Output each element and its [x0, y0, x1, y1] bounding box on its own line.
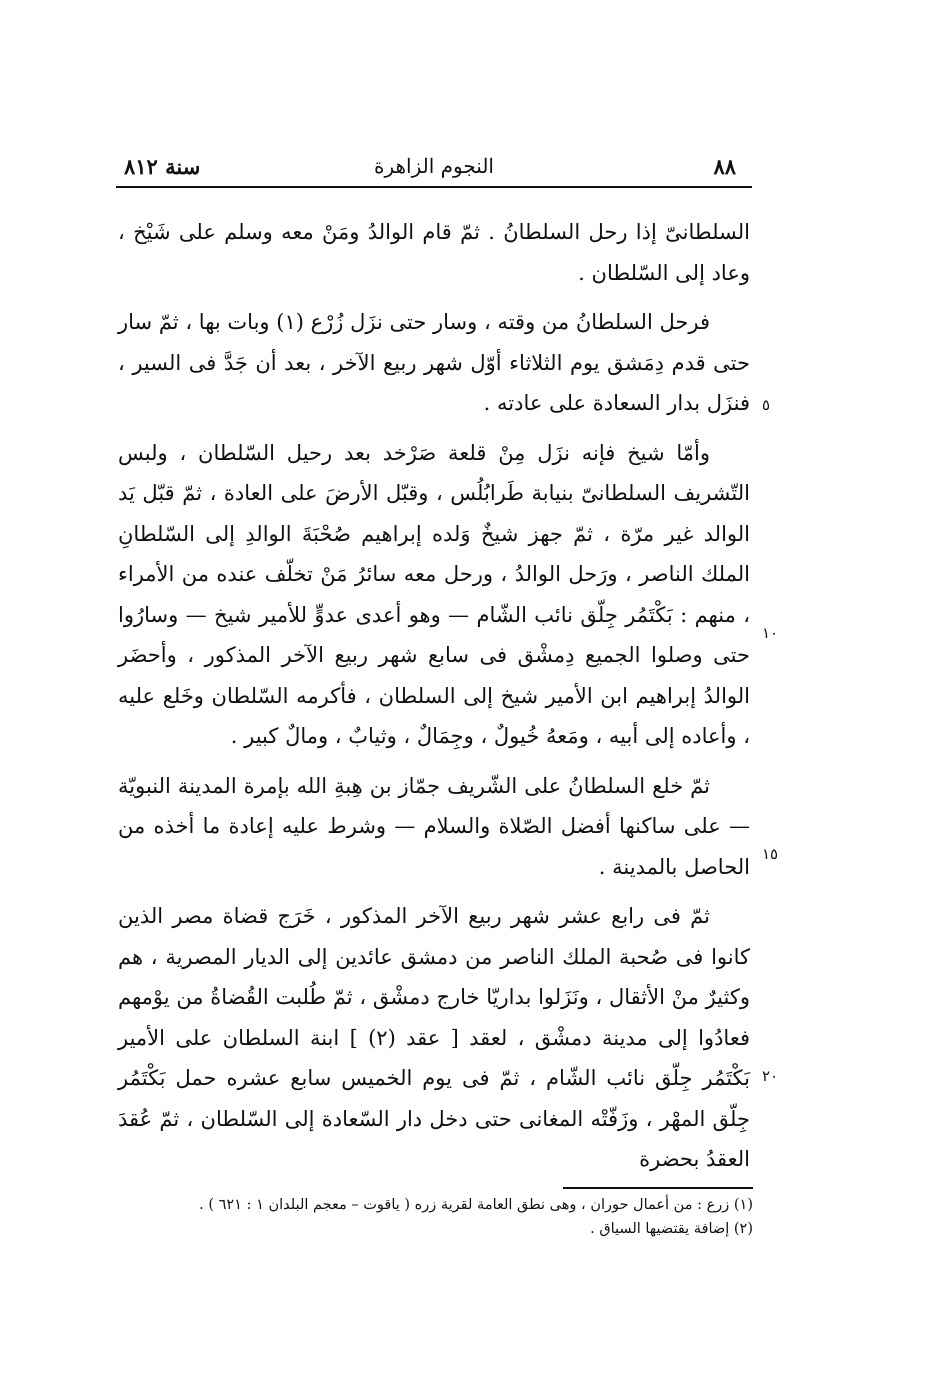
line-number-15: ١٥: [762, 845, 779, 863]
main-text: [118, 212, 750, 1180]
header-rule: [116, 186, 752, 188]
footnote-2: (٢) إضافة يقتضيها السياق .: [590, 1221, 753, 1237]
year-label: سنة ٨١٢: [124, 154, 201, 179]
book-title: النجوم الزاهرة: [374, 154, 494, 178]
page-number: ٨٨: [713, 154, 736, 179]
line-number-20: ٢٠: [762, 1067, 779, 1085]
footnote-rule: [563, 1187, 753, 1189]
paragraph-1: السلطانىّ إذا رحل السلطانُ . ثمّ قام الوالدُ ومَنْ معه وسلم على شَيْخ ، وعاد إلى السّلطان .: [118, 220, 750, 285]
footnote-1: (١) زرع : من أعمال حوران ، وهى نطق العامة لقرية زره ( ياقوت – معجم البلدان ١ : ٦٢١ ) .: [199, 1197, 753, 1213]
running-header: [118, 150, 750, 184]
paragraph-3: وأمّا شيخ فإنه نزَل مِنْ قلعة صَرْخد بعد رحيل السّلطان ، ولبس التّشريف السلطانىّ بنيابة طَرابُلُس ، وقبّل الأرضَ على العادة ، ثمّ قبّل يَد الوالد غير مرّة ، ثمّ جهز شيخٌ وَلده إبراهيم صُحْبَةَ الوالدِ إلى السّلطانِ الملك الناصر ، ورَحل الوالدُ ، ورحل معه سائرُ مَنْ تخلّف عنده من الأمراء ، منهم : بَكْتَمُر جِلّق نائب الشّام — وهو أعدى عدوٍّ للأمير شيخ — وسارُوا حتى وصلوا الجميع دِمشْق فى سابع شهر ربيع الآخر المذكور ، وأحضَر الوالدُ إبراهيم ابن الأمير شيخ إلى السلطان ، فأكرمه السّلطان وخَلع عليه ، وأعاده إلى أبيه ، ومَعهُ خُيولٌ ، وجِمَالٌ ، وثيابٌ ، ومالٌ كبير .: [118, 440, 750, 748]
footnotes: [118, 1193, 753, 1241]
paragraph-2: فرحل السلطانُ من وقته ، وسار حتى نزَل زُرْع (١) وبات بها ، ثمّ سار حتى قدم دِمَشق يوم الثلاثاء أوّل شهر ربيع الآخر ، بعد أن جَدَّ فى السير ، فنزَل بدار السعادة على عادته .: [118, 310, 750, 415]
line-number-10: ١٠: [762, 624, 779, 642]
paragraph-5: ثمّ فى رابع عشر شهر ربيع الآخر المذكور ، خَرَج قضاة مصر الذين كانوا فى صُحبة الملك الناصر من دمشق عائدين إلى الديار المصرية ، هم وكثيرٌ منْ الأثقال ، ونَزَلوا بداريّا خارج دمشْق ، ثمّ طُلبت القُضاةُ من يوْمهم فعادُوا إلى مدينة دمشْق ، لعقد [ عقد (٢) ] ابنة السلطان على الأمير بَكْتَمُر جِلّق نائب الشّام ، ثمّ فى يوم الخميس سابع عشره حمل بَكْتَمُر جِلّق المهْر ، وزَفّتْه المغانى حتى دخل دار السّعادة إلى السّلطان ، ثمّ عُقدَ العقدُ بحضرة: [118, 904, 750, 1171]
paragraph-4: ثمّ خلع السلطانُ على الشّريف جمّاز بن هِبةِ الله بإمرة المدينة النبويّة — على ساكنها أفضل الصّلاة والسلام — وشرط عليه إعادة ما أخذه من الحاصل بالمدينة .: [118, 773, 750, 879]
line-number-5: ٥: [762, 396, 771, 414]
